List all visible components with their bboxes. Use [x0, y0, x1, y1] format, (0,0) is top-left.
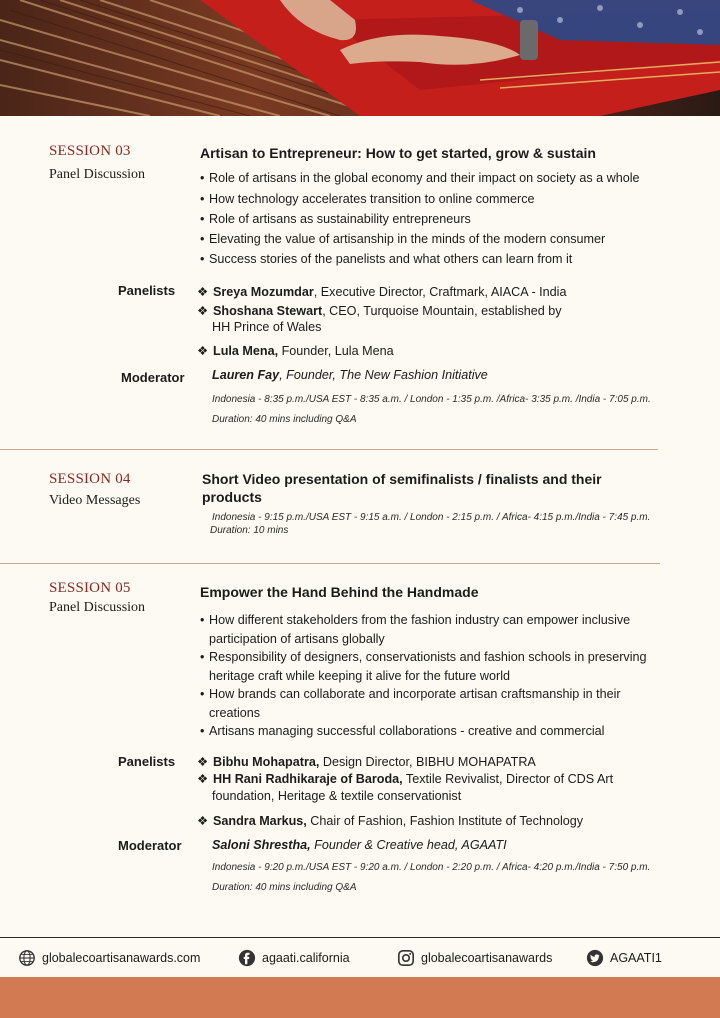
list-item: • Role of artisans in the global economy and their impact on society as a whole: [200, 169, 640, 188]
session-duration: Duration: 10 mins: [210, 525, 289, 536]
instagram-link[interactable]: globalecoartisanawards: [397, 949, 552, 967]
list-item: • How different stakeholders from the fashion industry can empower inclusive participation of artisans globally: [200, 611, 647, 648]
facebook-link[interactable]: agaati.california: [238, 949, 350, 967]
session-title: Artisan to Entrepreneur: How to get started, grow & sustain: [200, 145, 596, 161]
panelists-label: Panelists: [118, 283, 176, 298]
panelist-item: ❖ Sreya Mozumdar, Executive Director, Craftmark, AIACA - India: [197, 285, 567, 299]
panelist-item: ❖ Shoshana Stewart, CEO, Turquoise Mountain, established by: [197, 304, 562, 318]
session-label: SESSION 03: [49, 143, 131, 159]
session-label: SESSION 04: [49, 471, 131, 487]
diamond-bullet-icon: ❖: [197, 755, 209, 769]
divider: [0, 449, 658, 450]
instagram-icon: [397, 949, 415, 967]
topic-list: [200, 611, 647, 741]
website-link[interactable]: globalecoartisanawards.com: [18, 949, 200, 967]
session-label: SESSION 05: [49, 580, 131, 596]
list-item: • How technology accelerates transition to online commerce: [200, 190, 640, 209]
globe-icon: [18, 949, 36, 967]
twitter-icon: [586, 949, 604, 967]
facebook-icon: [238, 949, 256, 967]
list-item: • Success stories of the panelists and what others can learn from it: [200, 250, 640, 269]
list-item: • Responsibility of designers, conservationists and fashion schools in preserving heritage craft while keeping it alive for the future world: [200, 648, 647, 685]
footer-color-bar: [0, 977, 720, 1018]
session-title: Short Video presentation of semifinalists / finalists and their: [202, 471, 602, 487]
session-timing: Indonesia - 8:35 p.m./USA EST - 8:35 a.m. / London - 1:35 p.m. /Africa- 3:35 p.m. /India - 7:05 p.m.: [212, 394, 651, 405]
panelist-continuation: HH Prince of Wales: [212, 320, 322, 334]
session-duration: Duration: 40 mins including Q&A: [212, 882, 357, 893]
panelist-item: ❖ HH Rani Radhikaraje of Baroda, Textile Revivalist, Director of CDS Art: [197, 772, 614, 786]
session-type: Panel Discussion: [49, 167, 146, 182]
panelist-continuation: foundation, Heritage & textile conservationist: [212, 789, 462, 803]
list-item: • Artisans managing successful collaborations - creative and commercial: [200, 722, 647, 741]
panelist-item: ❖ Lula Mena, Founder, Lula Mena: [197, 344, 394, 358]
moderator: Saloni Shrestha, Founder & Creative head, AGAATI: [212, 838, 507, 852]
twitter-link[interactable]: AGAATI1: [586, 949, 662, 967]
list-item: • Role of artisans as sustainability entrepreneurs: [200, 210, 640, 229]
diamond-bullet-icon: ❖: [197, 814, 209, 828]
session-type: Video Messages: [49, 493, 141, 508]
topic-list: [200, 169, 640, 269]
moderator: Lauren Fay, Founder, The New Fashion Initiative: [212, 368, 488, 382]
divider: [0, 563, 660, 564]
session-duration: Duration: 40 mins including Q&A: [212, 414, 357, 425]
panelist-item: ❖ Sandra Markus, Chair of Fashion, Fashion Institute of Technology: [197, 814, 584, 828]
session-type: Panel Discussion: [49, 600, 146, 615]
session-timing: Indonesia - 9:15 p.m./USA EST - 9:15 a.m. / London - 2:15 p.m. / Africa- 4:15 p.m./India - 7:45 p.m.: [212, 512, 651, 523]
diamond-bullet-icon: ❖: [197, 344, 209, 358]
list-item: • Elevating the value of artisanship in the minds of the modern consumer: [200, 230, 640, 249]
diamond-bullet-icon: ❖: [197, 304, 209, 318]
session-timing: Indonesia - 9:20 p.m./USA EST - 9:20 a.m. / London - 2:20 p.m. / Africa- 4:20 p.m./India - 7:50 p.m.: [212, 862, 651, 873]
moderator-label: Moderator: [118, 838, 182, 853]
session-title-cont: products: [202, 489, 262, 505]
moderator-label: Moderator: [121, 370, 185, 385]
panelist-item: ❖ Bibhu Mohapatra, Design Director, BIBHU MOHAPATRA: [197, 755, 536, 769]
diamond-bullet-icon: ❖: [197, 772, 209, 786]
list-item: • How brands can collaborate and incorporate artisan craftsmanship in their creations: [200, 685, 647, 722]
footer: [0, 937, 720, 978]
diamond-bullet-icon: ❖: [197, 285, 209, 299]
panelists-label: Panelists: [118, 754, 176, 769]
session-title: Empower the Hand Behind the Handmade: [200, 584, 479, 600]
hero-weaving-photo: [0, 0, 720, 116]
